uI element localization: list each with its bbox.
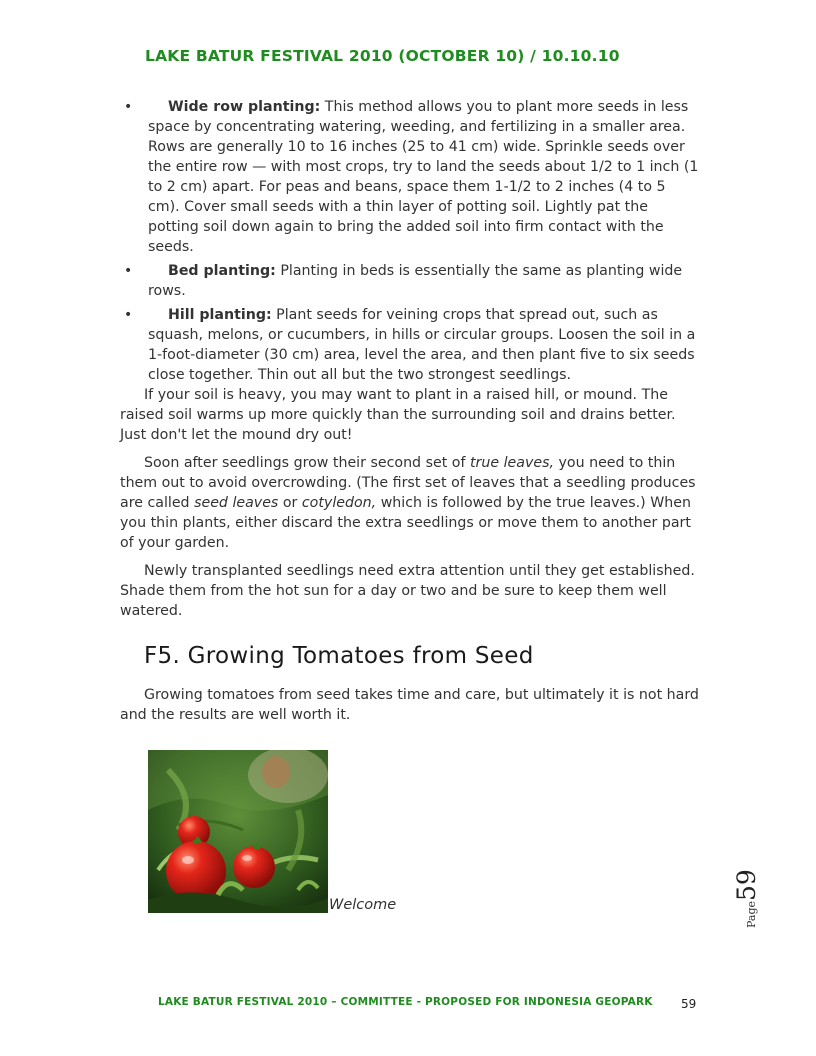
- list-item-text: This method allows you to plant more seeds in less space by concentrating watering, weeding, and fertilizing in a smaller area. Rows are generally 10 to 16 inches (25 to 41 cm) wide. Sprinkle seeds over the entire row — with most crops, try to land the seeds about 1/2 to 1 inch (1 to 2 cm) apart. For peas and beans, space them 1-1/2 to 2 inches (4 to 5 cm). Cover small seeds with a thin layer of potting soil. Lightly pat the potting soil down again to bring the added soil into firm contact with the seeds.: [148, 99, 699, 255]
- list-item-lead: Bed planting:: [168, 263, 276, 279]
- emphasis-text: seed leaves: [194, 495, 279, 511]
- bullet-icon: •: [124, 263, 133, 279]
- paragraph-raised-hill: If your soil is heavy, you may want to plant in a raised hill, or mound. The raised soil warms up more quickly than the surrounding soil and drains better. Just don't let the mound dry out!: [120, 387, 676, 443]
- list-item-lead: Hill planting:: [168, 307, 272, 323]
- list-item: [120, 261, 700, 301]
- footer-page-number: 59: [681, 997, 697, 1011]
- paragraph-transplant: Newly transplanted seedlings need extra attention until they get established. Shade them from the hot sun for a day or two and be sure to keep them well watered.: [120, 563, 695, 619]
- main-content: [120, 97, 700, 733]
- section-title: F5. Growing Tomatoes from Seed: [144, 643, 534, 669]
- list-item-text: Plant seeds for veining crops that spread out, such as squash, melons, or cucumbers, in hills or circular groups. Loosen the soil in a 1-foot-diameter (30 cm) area, level the area, and then plant five to six seeds close together. Thin out all but the two strongest seedlings.: [148, 307, 696, 383]
- list-item: [120, 97, 700, 257]
- list-item-text: Planting in beds is essentially the same as planting wide rows.: [148, 263, 683, 299]
- section-intro: Growing tomatoes from seed takes time and care, but ultimately it is not hard and the results are well worth it.: [120, 687, 699, 723]
- list-item: [120, 305, 700, 385]
- paragraph-thinning: [120, 453, 700, 553]
- bullet-icon: •: [124, 99, 133, 115]
- page-header: LAKE BATUR FESTIVAL 2010 (OCTOBER 10) / 10.10.10: [145, 47, 620, 65]
- paragraph-text: you need to thin them out to avoid overcrowding. (The first set of leaves that a seedling produces are called: [120, 455, 696, 511]
- emphasis-text: true leaves,: [469, 455, 554, 471]
- page-footer: LAKE BATUR FESTIVAL 2010 – COMMITTEE - PROPOSED FOR INDONESIA GEOPARK: [158, 996, 653, 1008]
- paragraph-text: which is followed by the true leaves.) When you thin plants, either discard the extra seedlings or move them to another part of your garden.: [120, 495, 691, 551]
- list-item-lead: Wide row planting:: [168, 99, 321, 115]
- emphasis-text: cotyledon,: [301, 495, 377, 511]
- bullet-icon: •: [124, 307, 133, 323]
- page-stamp: [732, 862, 772, 932]
- tomato-photo: [148, 750, 328, 913]
- planting-methods-list: [120, 97, 700, 385]
- page-stamp-number: 59: [732, 869, 761, 901]
- page-stamp-word: Page: [745, 900, 758, 928]
- figure: [148, 750, 396, 913]
- paragraph-text: or: [278, 495, 302, 511]
- paragraph-text: Soon after seedlings grow their second set of: [144, 455, 470, 471]
- figure-caption: Welcome: [329, 897, 397, 913]
